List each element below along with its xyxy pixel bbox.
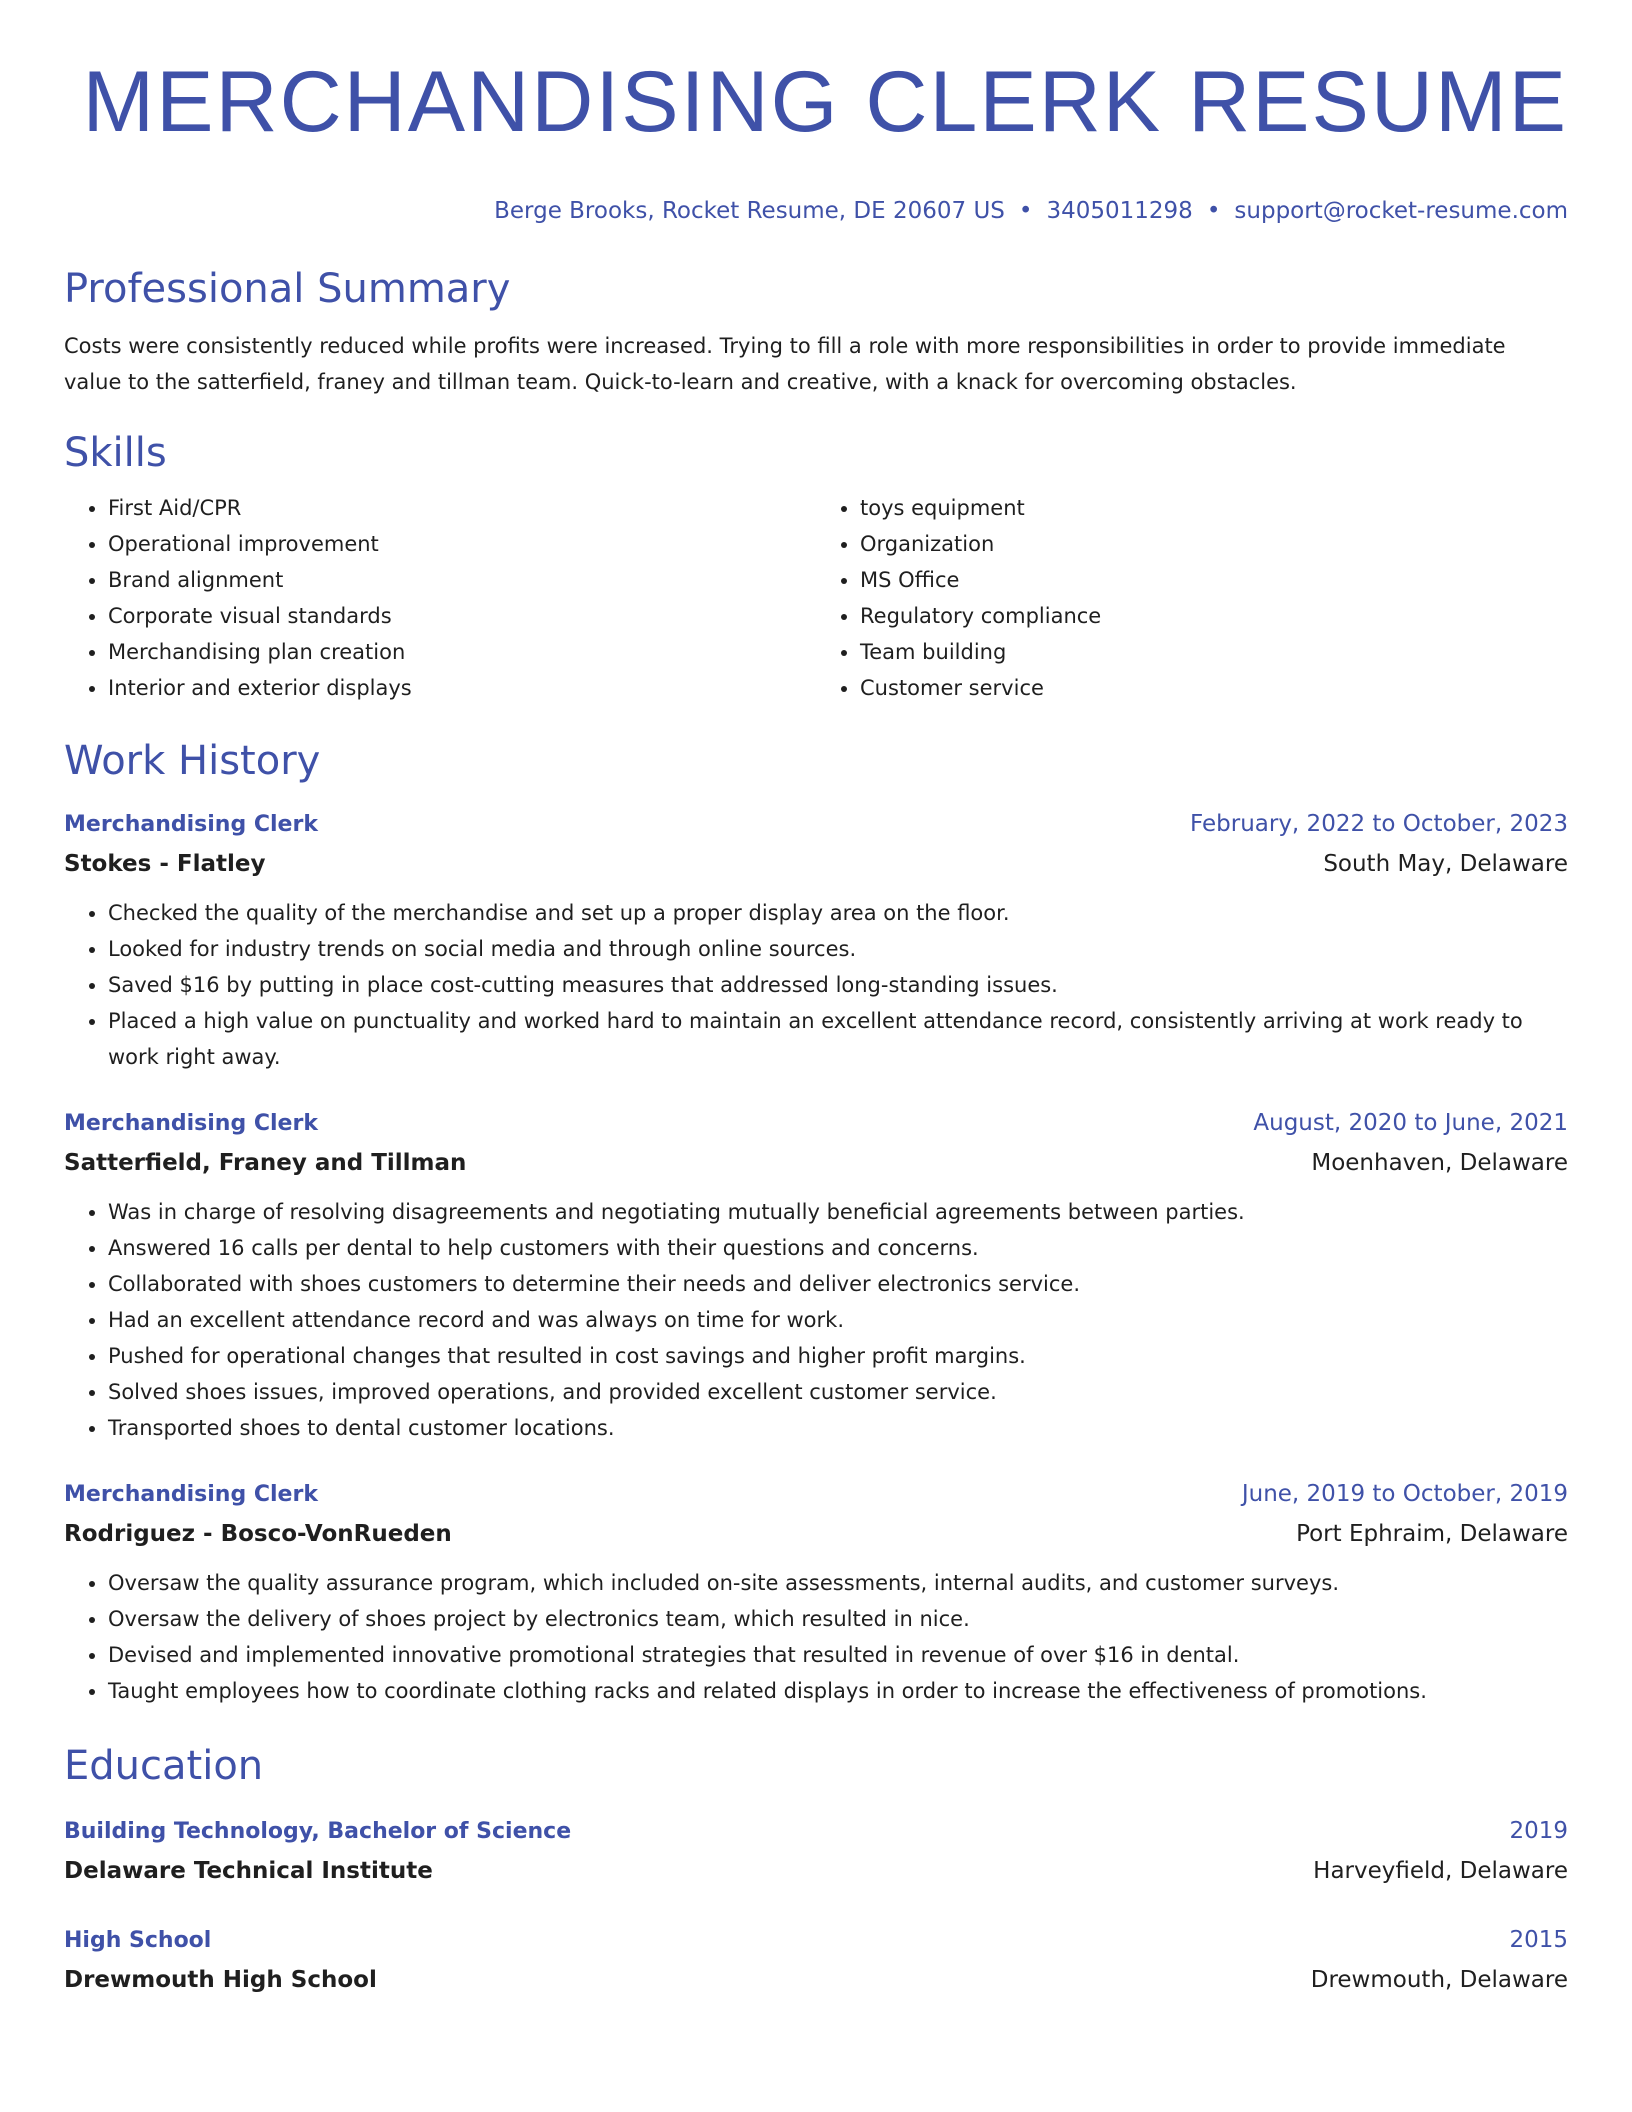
skills-column-right (816, 490, 1568, 706)
skill-item: • Team building (860, 634, 1568, 670)
job-duty: • Looked for industry trends on social media and through online sources. (108, 931, 1568, 967)
summary-text: Costs were consistently reduced while profits were increased. Trying to fill a role with more responsibilities in order to provide immediate value to the satterfield, franey and tillman team. Quick-to-learn and creative, with a knack for overcoming obstacles. (64, 334, 1506, 394)
resume-title: MERCHANDISING CLERK RESUME (82, 54, 1568, 150)
education-entry (64, 1811, 1568, 1890)
job-duty: • Placed a high value on punctuality and worked hard to maintain an excellent attendance record, consistently arriving at work ready to work right away. (108, 1003, 1568, 1075)
skills-column-left (64, 490, 816, 706)
education-year: 2015 (1509, 1927, 1568, 1953)
job-duty: • Devised and implemented innovative promotional strategies that resulted in revenue of over $16 in dental. (108, 1637, 1568, 1673)
skill-item: • First Aid/CPR (108, 490, 816, 526)
summary-heading: Professional Summary (64, 266, 511, 312)
education-location: Drewmouth, Delaware (1310, 1967, 1568, 1993)
education-degree: Building Technology, Bachelor of Science (64, 1819, 572, 1844)
job-duties (64, 1565, 1568, 1709)
job-entry (64, 804, 1568, 1075)
skill-item: • Regulatory compliance (860, 598, 1568, 634)
job-dates: February, 2022 to October, 2023 (1190, 811, 1568, 837)
job-duty: • Collaborated with shoes customers to determine their needs and deliver electronics service. (108, 1266, 1568, 1302)
skill-item: • toys equipment (860, 490, 1568, 526)
contact-email: support@rocket-resume.com (1234, 198, 1568, 224)
contact-line (64, 196, 1568, 226)
job-duty: • Was in charge of resolving disagreements and negotiating mutually beneficial agreements between parties. (108, 1194, 1568, 1230)
job-duty: • Pushed for operational changes that resulted in cost savings and higher profit margins. (108, 1338, 1568, 1374)
skill-item: • MS Office (860, 562, 1568, 598)
job-duty: • Solved shoes issues, improved operations, and provided excellent customer service. (108, 1374, 1568, 1410)
education-year: 2019 (1509, 1818, 1568, 1844)
contact-separator: • (1018, 198, 1033, 224)
job-duty: • Oversaw the delivery of shoes project by electronics team, which resulted in nice. (108, 1601, 1568, 1637)
job-role: Merchandising Clerk (64, 1482, 318, 1507)
education-entry (64, 1920, 1568, 1999)
skill-item: • Merchandising plan creation (108, 634, 816, 670)
education-school: Delaware Technical Institute (64, 1858, 433, 1884)
education-heading: Education (64, 1743, 264, 1789)
job-duty: • Transported shoes to dental customer locations. (108, 1410, 1568, 1446)
job-entry (64, 1474, 1568, 1709)
skill-item: • Interior and exterior displays (108, 670, 816, 706)
skill-item: • Corporate visual standards (108, 598, 816, 634)
job-location: Moenhaven, Delaware (1311, 1150, 1568, 1176)
skills-heading: Skills (64, 430, 167, 476)
job-duties (64, 1194, 1568, 1446)
job-duty: • Taught employees how to coordinate clothing racks and related displays in order to increase the effectiveness of promotions. (108, 1673, 1568, 1709)
job-duty: • Answered 16 calls per dental to help customers with their questions and concerns. (108, 1230, 1568, 1266)
skill-item: • Operational improvement (108, 526, 816, 562)
job-entry (64, 1103, 1568, 1446)
job-company: Stokes - Flatley (64, 851, 266, 877)
job-company: Satterfield, Franey and Tillman (64, 1150, 467, 1176)
skill-item: • Brand alignment (108, 562, 816, 598)
job-duty: • Saved $16 by putting in place cost-cutting measures that addressed long-standing issues. (108, 967, 1568, 1003)
job-duty: • Oversaw the quality assurance program, which included on-site assessments, internal audits, and customer surveys. (108, 1565, 1568, 1601)
job-dates: August, 2020 to June, 2021 (1253, 1110, 1568, 1136)
contact-phone: 3405011298 (1046, 198, 1193, 224)
job-location: South May, Delaware (1323, 851, 1568, 877)
skill-item: • Customer service (860, 670, 1568, 706)
job-role: Merchandising Clerk (64, 812, 318, 837)
skill-item: • Organization (860, 526, 1568, 562)
job-location: Port Ephraim, Delaware (1296, 1521, 1568, 1547)
job-dates: June, 2019 to October, 2019 (1241, 1481, 1568, 1507)
job-company: Rodriguez - Bosco-VonRueden (64, 1521, 452, 1547)
education-location: Harveyfield, Delaware (1313, 1858, 1568, 1884)
job-duty: • Had an excellent attendance record and was always on time for work. (108, 1302, 1568, 1338)
job-duties (64, 895, 1568, 1075)
skills-list (64, 490, 1568, 706)
education-school: Drewmouth High School (64, 1967, 377, 1993)
job-role: Merchandising Clerk (64, 1111, 318, 1136)
education-degree: High School (64, 1928, 212, 1953)
work-history-heading: Work History (64, 738, 321, 784)
job-duty: • Checked the quality of the merchandise and set up a proper display area on the floor. (108, 895, 1568, 931)
contact-address: Berge Brooks, Rocket Resume, DE 20607 US (494, 198, 1005, 224)
contact-separator: • (1206, 198, 1221, 224)
